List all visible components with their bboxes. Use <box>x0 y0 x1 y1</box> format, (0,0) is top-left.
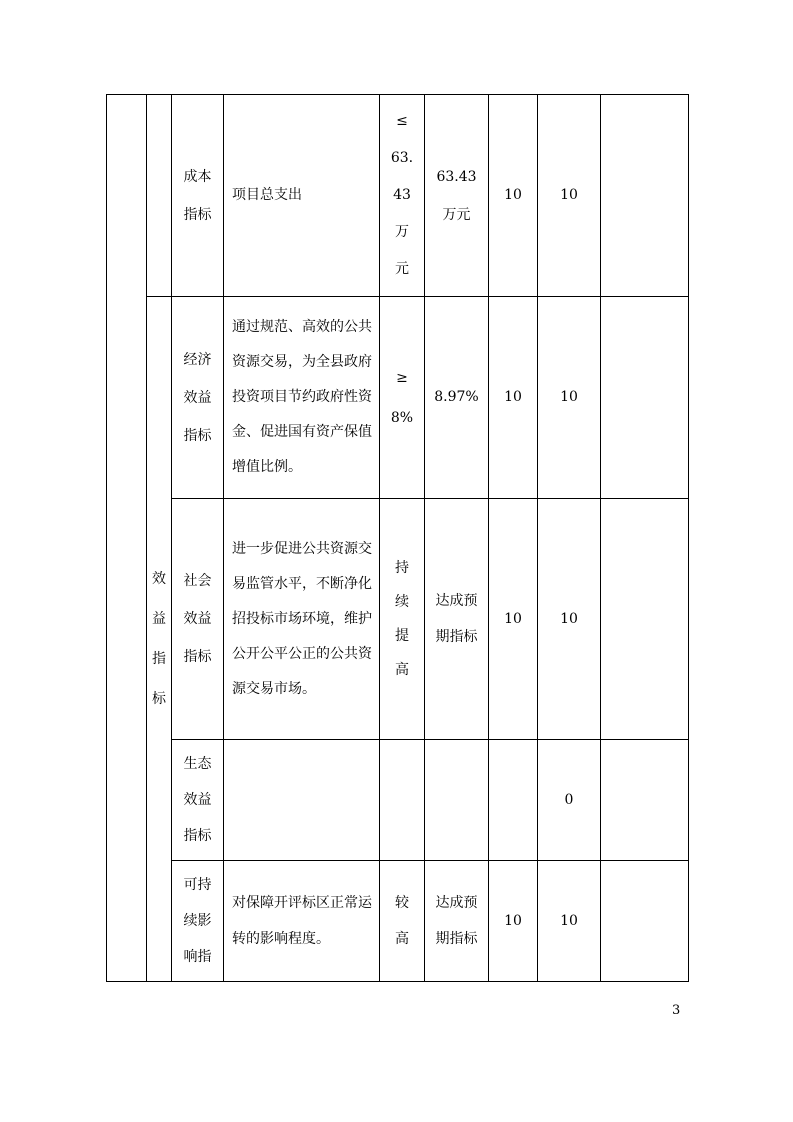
target-value: 较 高 <box>395 895 409 947</box>
indicator-content: 进一步促进公共资源交易监管水平，不断净化招投标市场环境，维护公开公平公正的公共资源交易市场。 <box>232 540 372 697</box>
score-cell <box>538 499 601 740</box>
score-cell <box>538 861 601 982</box>
actual-value-cell <box>425 95 489 297</box>
indicator-table <box>106 94 689 982</box>
indicator-name: 成本 指标 <box>183 168 212 223</box>
actual-value-cell <box>425 499 489 740</box>
actual-value-cell <box>425 740 489 861</box>
score-cell <box>538 95 601 297</box>
target-value-cell <box>380 297 425 499</box>
note-cell <box>601 499 689 740</box>
target-value: ≤ 63. 43 万 元 <box>390 113 414 277</box>
score-value: 10 <box>560 187 578 203</box>
weight-cell <box>489 297 538 499</box>
indicator-content: 对保障开评标区正常运转的影响程度。 <box>232 895 372 947</box>
note-cell <box>601 297 689 499</box>
note-cell <box>601 95 689 297</box>
level1-cell <box>107 95 147 982</box>
weight-value: 10 <box>504 187 522 203</box>
target-value-cell <box>380 861 425 982</box>
score-value: 10 <box>560 389 578 405</box>
indicator-name-cell <box>172 740 224 861</box>
indicator-content-cell <box>224 499 380 740</box>
indicator-name: 社会 效益 指标 <box>183 573 212 665</box>
weight-cell <box>489 499 538 740</box>
page-number: 3 <box>672 1003 681 1018</box>
indicator-name: 经济 效益 指标 <box>183 351 212 444</box>
note-cell <box>601 861 689 982</box>
indicator-content-cell <box>224 297 380 499</box>
level2-cell-blank <box>147 95 172 297</box>
target-value-cell <box>380 499 425 740</box>
actual-value: 63.43 万元 <box>436 168 477 223</box>
weight-value: 10 <box>504 389 522 405</box>
group-label-cell <box>147 297 172 982</box>
indicator-content-cell <box>224 95 380 297</box>
actual-value: 达成预 期指标 <box>435 895 478 947</box>
score-cell <box>538 740 601 861</box>
table-row <box>107 499 689 740</box>
weight-value: 10 <box>504 912 522 929</box>
note-cell <box>601 740 689 861</box>
indicator-name-cell <box>172 499 224 740</box>
target-value: ≥ 8% <box>390 369 414 426</box>
actual-value-cell <box>425 861 489 982</box>
weight-cell <box>489 740 538 861</box>
score-value: 10 <box>560 912 578 929</box>
actual-value-cell <box>425 297 489 499</box>
actual-value: 达成预 期指标 <box>435 593 478 645</box>
indicator-name: 生态 效益 指标 <box>183 756 212 844</box>
indicator-content-cell <box>224 740 380 861</box>
group-label: 效 益 指 标 <box>152 571 166 707</box>
indicator-name-cell <box>172 95 224 297</box>
score-value: 10 <box>560 610 578 627</box>
indicator-content: 通过规范、高效的公共资源交易，为全县政府投资项目节约政府性资金、促进国有资产保值增值比例。 <box>232 319 372 475</box>
weight-cell <box>489 861 538 982</box>
table-row <box>107 95 689 297</box>
weight-cell <box>489 95 538 297</box>
indicator-name: 可持 续影 响指 <box>183 877 212 965</box>
target-value: 持 续 提 高 <box>395 560 409 678</box>
indicator-content-cell <box>224 861 380 982</box>
indicator-name-cell <box>172 861 224 982</box>
table-row <box>107 861 689 982</box>
weight-value: 10 <box>504 610 522 627</box>
indicator-name-cell <box>172 297 224 499</box>
target-value-cell <box>380 95 425 297</box>
table-row <box>107 740 689 861</box>
target-value-cell <box>380 740 425 861</box>
actual-value: 8.97% <box>434 389 479 405</box>
indicator-content: 项目总支出 <box>232 187 302 203</box>
score-value: 0 <box>564 791 574 808</box>
score-cell <box>538 297 601 499</box>
table-row <box>107 297 689 499</box>
